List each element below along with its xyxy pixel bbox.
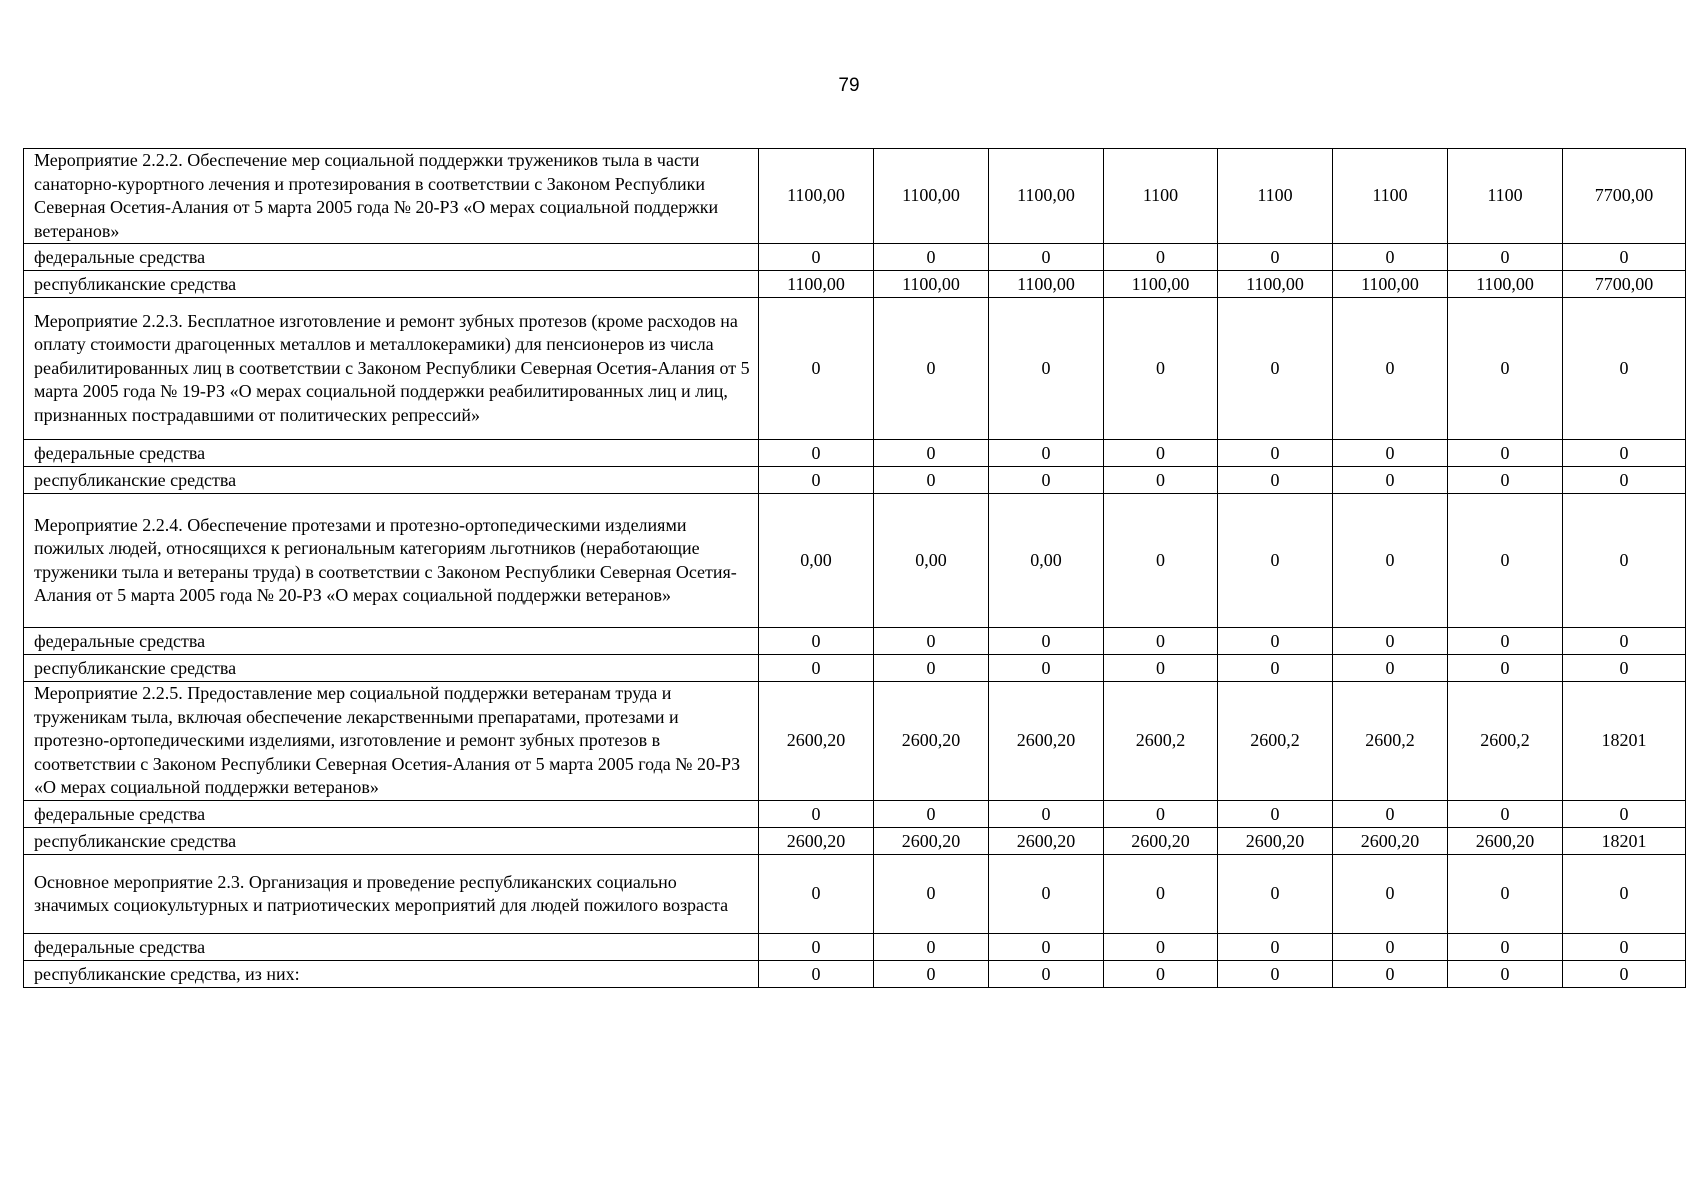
year-value-cell: 0	[1448, 934, 1563, 961]
year-value-cell: 2600,20	[989, 682, 1104, 801]
funding-row	[24, 628, 1686, 655]
funding-source-label: республиканские средства	[24, 655, 759, 682]
year-value-cell: 0	[989, 244, 1104, 271]
funding-row	[24, 801, 1686, 828]
year-value-cell: 0	[1104, 298, 1218, 440]
year-value-cell: 0	[1104, 961, 1218, 988]
year-value-cell: 0	[1218, 628, 1333, 655]
year-value-cell: 0	[1218, 494, 1333, 628]
year-value-cell: 0	[874, 961, 989, 988]
table-body	[24, 149, 1686, 988]
year-value-cell: 0	[1333, 961, 1448, 988]
funding-source-label: федеральные средства	[24, 801, 759, 828]
total-cell: 18201	[1563, 828, 1686, 855]
funding-source-label: республиканские средства, из них:	[24, 961, 759, 988]
year-value-cell: 0	[989, 628, 1104, 655]
funding-source-label: федеральные средства	[24, 440, 759, 467]
year-value-cell: 0	[989, 934, 1104, 961]
page-number: 79	[838, 75, 860, 96]
year-value-cell: 2600,20	[1333, 828, 1448, 855]
measure-description: Мероприятие 2.2.2. Обеспечение мер социальной поддержки тружеников тыла в части санаторно-курортного лечения и протезирования в соответствии с Законом Республики Северная Осетия-Алания от 5 марта 2005 года № 20-РЗ «О мерах социальной поддержки ветеранов»	[24, 149, 759, 244]
total-cell: 0	[1563, 628, 1686, 655]
year-value-cell: 0	[989, 467, 1104, 494]
year-value-cell: 0	[989, 440, 1104, 467]
year-value-cell: 1100	[1333, 149, 1448, 244]
year-value-cell: 0	[1104, 801, 1218, 828]
year-value-cell: 1100,00	[1218, 271, 1333, 298]
year-value-cell: 2600,20	[874, 828, 989, 855]
year-value-cell: 1100,00	[1104, 271, 1218, 298]
total-cell: 0	[1563, 655, 1686, 682]
year-value-cell: 0	[1448, 655, 1563, 682]
measure-row	[24, 494, 1686, 628]
year-value-cell: 0	[1218, 298, 1333, 440]
year-value-cell: 0	[1218, 440, 1333, 467]
total-cell: 18201	[1563, 682, 1686, 801]
year-value-cell: 0	[1448, 298, 1563, 440]
year-value-cell: 0	[1218, 934, 1333, 961]
year-value-cell: 2600,20	[874, 682, 989, 801]
year-value-cell: 2600,20	[1448, 828, 1563, 855]
year-value-cell: 1100,00	[1333, 271, 1448, 298]
year-value-cell: 1100,00	[759, 271, 874, 298]
year-value-cell: 2600,20	[759, 682, 874, 801]
funding-row	[24, 655, 1686, 682]
year-value-cell: 0	[759, 934, 874, 961]
year-value-cell: 0	[1448, 440, 1563, 467]
total-cell: 0	[1563, 855, 1686, 934]
total-cell: 0	[1563, 440, 1686, 467]
year-value-cell: 2600,2	[1333, 682, 1448, 801]
funding-row	[24, 961, 1686, 988]
year-value-cell: 0	[1333, 440, 1448, 467]
year-value-cell: 0	[1333, 628, 1448, 655]
funding-row	[24, 271, 1686, 298]
year-value-cell: 1100,00	[989, 149, 1104, 244]
measure-row	[24, 149, 1686, 244]
total-cell: 0	[1563, 961, 1686, 988]
year-value-cell: 0	[1333, 298, 1448, 440]
year-value-cell: 0	[1104, 855, 1218, 934]
year-value-cell: 2600,20	[989, 828, 1104, 855]
measure-description: Основное мероприятие 2.3. Организация и проведение республиканских социально значимых социокультурных и патриотических мероприятий для людей пожилого возраста	[24, 855, 759, 934]
year-value-cell: 0	[874, 855, 989, 934]
year-value-cell: 2600,20	[759, 828, 874, 855]
funding-source-label: федеральные средства	[24, 244, 759, 271]
funding-row	[24, 244, 1686, 271]
funding-source-label: республиканские средства	[24, 271, 759, 298]
total-cell: 0	[1563, 298, 1686, 440]
year-value-cell: 2600,2	[1104, 682, 1218, 801]
year-value-cell: 1100,00	[874, 149, 989, 244]
year-value-cell: 0	[1448, 494, 1563, 628]
year-value-cell: 0	[759, 961, 874, 988]
measure-description: Мероприятие 2.2.4. Обеспечение протезами и протезно-ортопедическими изделиями пожилых людей, относящихся к региональным категориям льготников (неработающие труженики тыла и ветераны труда) в соответствии с Законом Республики Северная Осетия-Алания от 5 марта 2005 года № 20-РЗ «О мерах социальной поддержки ветеранов»	[24, 494, 759, 628]
funding-source-label: республиканские средства	[24, 828, 759, 855]
year-value-cell: 0	[759, 467, 874, 494]
year-value-cell: 0	[1104, 467, 1218, 494]
year-value-cell: 0	[989, 298, 1104, 440]
year-value-cell: 0	[1448, 244, 1563, 271]
total-cell: 0	[1563, 934, 1686, 961]
year-value-cell: 0	[759, 655, 874, 682]
year-value-cell: 0	[759, 440, 874, 467]
year-value-cell: 0	[1333, 494, 1448, 628]
year-value-cell: 0	[874, 801, 989, 828]
year-value-cell: 0	[1104, 440, 1218, 467]
year-value-cell: 0	[1218, 244, 1333, 271]
year-value-cell: 0	[1333, 655, 1448, 682]
year-value-cell: 0	[1218, 801, 1333, 828]
funding-row	[24, 934, 1686, 961]
funding-source-label: федеральные средства	[24, 934, 759, 961]
year-value-cell: 1100,00	[989, 271, 1104, 298]
year-value-cell: 1100	[1448, 149, 1563, 244]
year-value-cell: 0	[989, 801, 1104, 828]
year-value-cell: 0	[989, 855, 1104, 934]
year-value-cell: 0	[1448, 467, 1563, 494]
total-cell: 0	[1563, 467, 1686, 494]
total-cell: 7700,00	[1563, 271, 1686, 298]
year-value-cell: 0	[1104, 628, 1218, 655]
year-value-cell: 0	[1104, 934, 1218, 961]
funding-row	[24, 467, 1686, 494]
year-value-cell: 0	[874, 934, 989, 961]
year-value-cell: 0	[759, 801, 874, 828]
year-value-cell: 0,00	[759, 494, 874, 628]
year-value-cell: 0	[1104, 244, 1218, 271]
year-value-cell: 2600,2	[1218, 682, 1333, 801]
year-value-cell: 0	[759, 244, 874, 271]
year-value-cell: 1100,00	[1448, 271, 1563, 298]
year-value-cell: 0	[1218, 961, 1333, 988]
year-value-cell: 0	[989, 655, 1104, 682]
year-value-cell: 0	[1218, 655, 1333, 682]
year-value-cell: 0	[759, 298, 874, 440]
year-value-cell: 0	[874, 628, 989, 655]
year-value-cell: 0	[874, 298, 989, 440]
funding-row	[24, 828, 1686, 855]
year-value-cell: 0	[1218, 467, 1333, 494]
year-value-cell: 0	[1333, 801, 1448, 828]
measure-description: Мероприятие 2.2.5. Предоставление мер социальной поддержки ветеранам труда и труженикам тыла, включая обеспечение лекарственными препаратами, протезами и протезно-ортопедическими изделиями, изготовление и ремонт зубных протезов в соответствии с Законом Республики Северная Осетия-Алания от 5 марта 2005 года № 20-РЗ «О мерах социальной поддержки ветеранов»	[24, 682, 759, 801]
year-value-cell: 0	[1333, 244, 1448, 271]
year-value-cell: 0	[1448, 961, 1563, 988]
year-value-cell: 2600,2	[1448, 682, 1563, 801]
funding-row	[24, 440, 1686, 467]
measure-description: Мероприятие 2.2.3. Бесплатное изготовление и ремонт зубных протезов (кроме расходов на оплату стоимости драгоценных металлов и металлокерамики) для пенсионеров из числа реабилитированных лиц в соответствии с Законом Республики Северная Осетия-Алания от 5 марта 2005 года № 19-РЗ «О мерах социальной поддержки реабилитированных лиц и лиц, признанных пострадавшими от политических репрессий»	[24, 298, 759, 440]
year-value-cell: 0	[1333, 934, 1448, 961]
year-value-cell: 0	[874, 440, 989, 467]
year-value-cell: 0	[759, 628, 874, 655]
total-cell: 0	[1563, 801, 1686, 828]
year-value-cell: 0	[1333, 467, 1448, 494]
year-value-cell: 1100,00	[759, 149, 874, 244]
year-value-cell: 0,00	[874, 494, 989, 628]
year-value-cell: 0	[874, 467, 989, 494]
total-cell: 0	[1563, 494, 1686, 628]
year-value-cell: 0	[874, 244, 989, 271]
measure-row	[24, 682, 1686, 801]
budget-table	[23, 148, 1686, 988]
measure-row	[24, 855, 1686, 934]
year-value-cell: 0	[1333, 855, 1448, 934]
measure-row	[24, 298, 1686, 440]
year-value-cell: 0	[1104, 494, 1218, 628]
year-value-cell: 0,00	[989, 494, 1104, 628]
total-cell: 7700,00	[1563, 149, 1686, 244]
year-value-cell: 2600,20	[1218, 828, 1333, 855]
year-value-cell: 0	[759, 855, 874, 934]
funding-source-label: республиканские средства	[24, 467, 759, 494]
funding-source-label: федеральные средства	[24, 628, 759, 655]
year-value-cell: 1100,00	[874, 271, 989, 298]
year-value-cell: 0	[1448, 628, 1563, 655]
year-value-cell: 0	[1218, 855, 1333, 934]
year-value-cell: 2600,20	[1104, 828, 1218, 855]
year-value-cell: 0	[989, 961, 1104, 988]
year-value-cell: 0	[1448, 801, 1563, 828]
year-value-cell: 1100	[1104, 149, 1218, 244]
year-value-cell: 1100	[1218, 149, 1333, 244]
year-value-cell: 0	[1448, 855, 1563, 934]
total-cell: 0	[1563, 244, 1686, 271]
year-value-cell: 0	[874, 655, 989, 682]
year-value-cell: 0	[1104, 655, 1218, 682]
